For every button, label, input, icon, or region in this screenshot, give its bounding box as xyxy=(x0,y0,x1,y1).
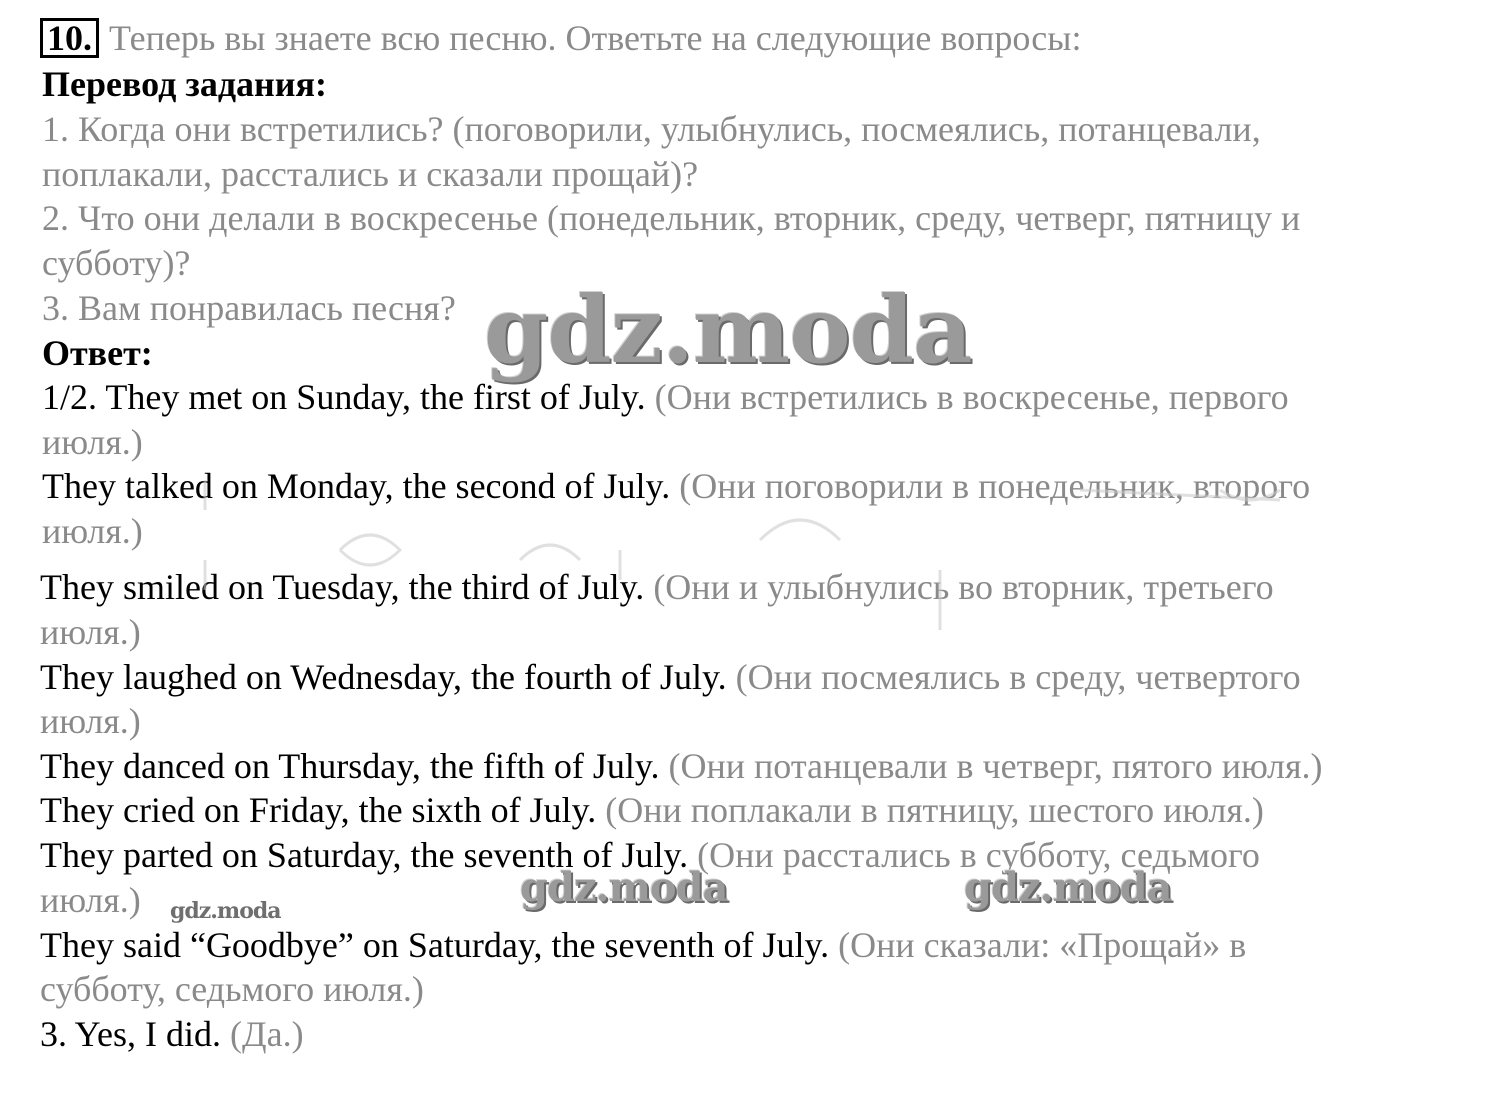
answer-russian: (Они поговорили в понедельник, второго xyxy=(679,466,1311,506)
answer-english: They laughed on Wednesday, the fourth of July. xyxy=(40,657,727,697)
answer-english: They talked on Monday, the second of July. xyxy=(42,466,671,506)
answer-english: They danced on Thursday, the fifth of July. xyxy=(40,746,660,786)
task-instruction: Теперь вы знаете всю песню. Ответьте на следующие вопросы: xyxy=(109,18,1082,58)
answer-russian: (Они встретились в воскресенье, первого xyxy=(654,377,1289,417)
watermark-logo: gdz.moda xyxy=(964,864,1172,911)
watermark-logo: gdz.moda xyxy=(170,898,281,924)
translation-heading: Перевод задания: xyxy=(42,64,327,104)
translation-line: 3. Вам понравилась песня? xyxy=(42,288,456,328)
answer-line xyxy=(40,788,1264,832)
answer-line xyxy=(40,923,1246,967)
answer-english: 3. Yes, I did. xyxy=(40,1014,222,1054)
watermark-logo: gdz.moda xyxy=(520,864,728,911)
answer-russian: (Они и улыбнулись во вторник, третьего xyxy=(653,567,1274,607)
translation-line: 2. Что они делали в воскресенье (понедельник, вторник, среду, четверг, пятницу и xyxy=(42,198,1301,238)
answer-russian: (Они расстались в субботу, седьмого xyxy=(697,835,1260,875)
translation-line: поплакали, расстались и сказали прощай)? xyxy=(42,154,699,194)
task-header xyxy=(40,16,1081,60)
answer-line xyxy=(42,464,1310,508)
answer-russian-cont: субботу, седьмого июля.) xyxy=(40,969,424,1009)
answer-line xyxy=(40,565,1274,609)
answer-english: They said “Goodbye” on Saturday, the seventh of July. xyxy=(40,925,830,965)
answer-russian: (Они посмеялись в среду, четвертого xyxy=(735,657,1301,697)
answer-line xyxy=(40,655,1301,699)
answer-russian-cont: июля.) xyxy=(40,701,141,741)
answer-russian-cont: июля.) xyxy=(40,612,141,652)
answer-line xyxy=(40,1012,304,1056)
answer-russian: (Да.) xyxy=(230,1014,304,1054)
answer-english: They parted on Saturday, the seventh of July. xyxy=(40,835,689,875)
answer-heading: Ответ: xyxy=(42,333,153,373)
answer-russian-cont: июля.) xyxy=(42,511,143,551)
answer-english: They cried on Friday, the sixth of July. xyxy=(40,790,597,830)
answer-line xyxy=(40,744,1323,788)
translation-line: субботу)? xyxy=(42,243,191,283)
answer-russian: (Они сказали: «Прощай» в xyxy=(838,925,1247,965)
answer-russian-cont: июля.) xyxy=(42,422,143,462)
answer-english: They smiled on Tuesday, the third of July. xyxy=(40,567,645,607)
answer-russian: (Они потанцевали в четверг, пятого июля.) xyxy=(668,746,1323,786)
translation-line: 1. Когда они встретились? (поговорили, улыбнулись, посмеялись, потанцевали, xyxy=(42,109,1261,149)
answer-russian-cont: июля.) xyxy=(40,880,141,920)
watermark-logo: gdz.moda xyxy=(484,276,972,384)
answer-english: 1/2. They met on Sunday, the first of July. xyxy=(42,377,646,417)
answer-russian: (Они поплакали в пятницу, шестого июля.) xyxy=(605,790,1264,830)
task-number-box: 10. xyxy=(40,18,99,58)
